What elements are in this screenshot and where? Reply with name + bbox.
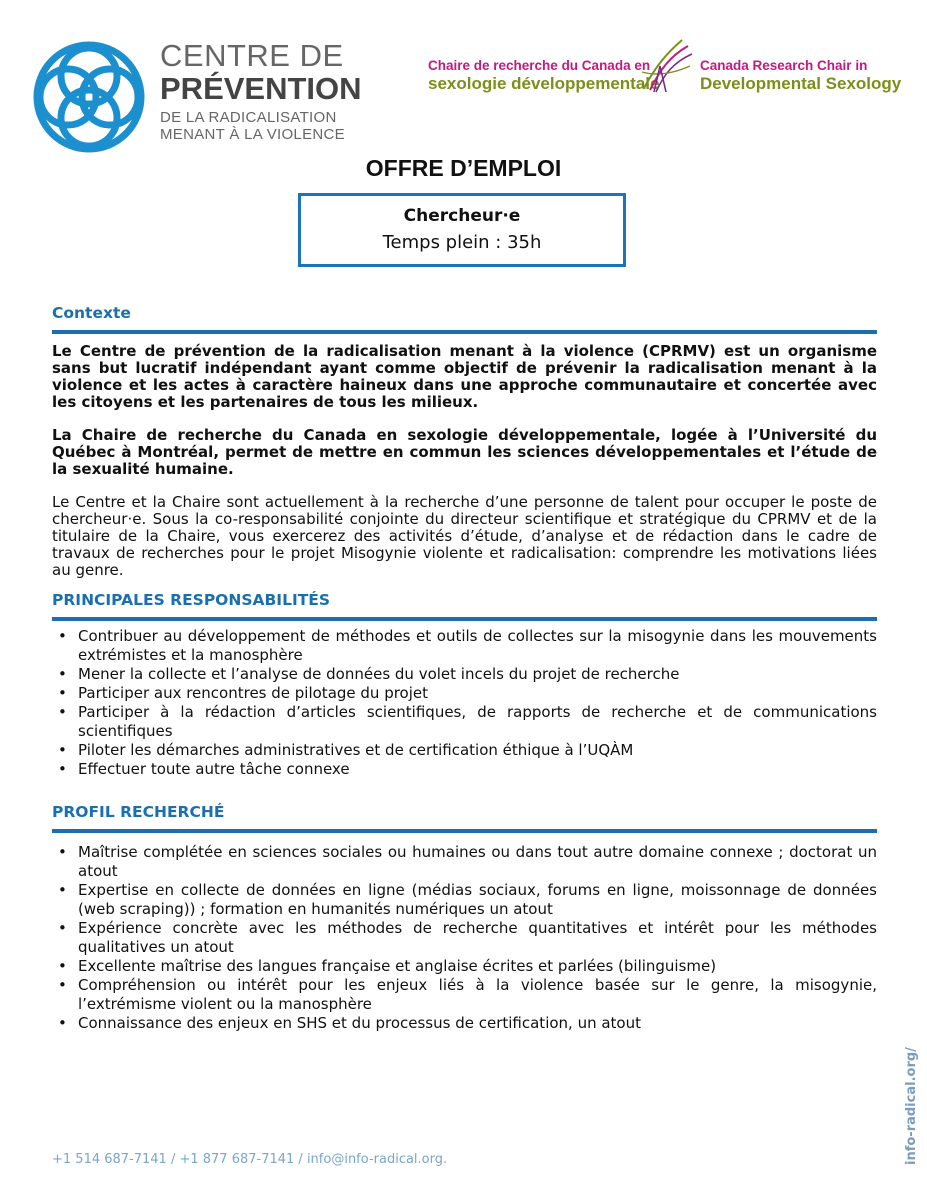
- list-item: • Participer aux rencontres de pilotage du projet: [52, 684, 877, 703]
- chair-wordmark-en: [700, 58, 901, 93]
- cprmv-wordmark: [160, 40, 362, 142]
- list-item: • Connaissance des enjeux en SHS et du processus de certification, un atout: [52, 1014, 877, 1033]
- profile-list: [52, 843, 877, 1033]
- list-item: • Expertise en collecte de données en ligne (médias sociaux, forums en ligne, moissonnage de données (web scraping)) ; formation en humanités numériques un atout: [52, 881, 877, 919]
- cprmv-line2: PRÉVENTION: [160, 71, 362, 106]
- list-item: • Participer à la rédaction d’articles scientifiques, de rapports de recherche et de communications scientifiques: [52, 703, 877, 741]
- context-paragraph-2: La Chaire de recherche du Canada en sexologie développementale, logée à l’Université du Québec à Montréal, permet de mettre en commun les sciences développementales et l’étude de la sexualité humaine.: [52, 426, 877, 478]
- responsibilities-list: [52, 627, 877, 779]
- cprmv-line3: DE LA RADICALISATION: [160, 109, 337, 126]
- chair-fr-line2: sexologie développementale: [428, 73, 660, 93]
- profile-divider: [52, 829, 877, 833]
- list-item: • Maîtrise complétée en sciences sociales ou humaines ou dans tout autre domaine connexe ; doctorat un atout: [52, 843, 877, 881]
- context-divider: [52, 330, 877, 334]
- responsibilities-heading-label: PRINCIPALES RESPONSABILITÉS: [52, 591, 331, 609]
- context-heading: [52, 304, 877, 322]
- job-time: Temps plein : 35h: [382, 232, 542, 253]
- profile-heading-label: PROFIL RECHERCHÉ: [52, 803, 225, 821]
- responsibilities-divider: [52, 617, 877, 621]
- page-header: [0, 0, 927, 150]
- context-body: [52, 343, 877, 595]
- list-item: • Compréhension ou intérêt pour les enjeux liés à la violence basée sur le genre, la misogynie, l’extrémisme violent ou la manosphère: [52, 976, 877, 1014]
- list-item: • Contribuer au développement de méthodes et outils de collectes sur la misogynie dans les mouvements extrémistes et la manosphère: [52, 627, 877, 665]
- context-heading-label: Contexte: [52, 304, 131, 322]
- job-box: [298, 193, 626, 267]
- chair-fr-line1: Chaire de recherche du Canada en: [428, 58, 651, 73]
- offer-title: OFFRE D’EMPLOI: [365, 155, 562, 181]
- list-item: • Piloter les démarches administratives et de certification éthique à l’UQÀM: [52, 741, 877, 760]
- list-item: • Expérience concrète avec les méthodes de recherche quantitatives et intérêt pour les méthodes qualitatives un atout: [52, 919, 877, 957]
- chair-logo: [636, 36, 696, 96]
- chair-wordmark-fr: [428, 58, 659, 93]
- list-item: • Mener la collecte et l’analyse de données du volet incels du projet de recherche: [52, 665, 877, 684]
- context-paragraph-1: Le Centre de prévention de la radicalisation menant à la violence (CPRMV) est un organisme sans but lucratif indépendant ayant comme objectif de prévenir la radicalisation menant à la violence et les actes à caractère haineux dans une approche communautaire et concertée avec les citoyens et les partenaires de tous les milieux.: [52, 342, 877, 411]
- chair-en-line1: Canada Research Chair in: [700, 58, 868, 73]
- job-title: Chercheur·e: [403, 206, 521, 226]
- chair-en-line2: Developmental Sexology: [700, 73, 902, 93]
- cprmv-line1: CENTRE DE: [160, 38, 344, 73]
- cprmv-logo: [30, 38, 148, 156]
- cprmv-line4: MENANT À LA VIOLENCE: [160, 126, 345, 143]
- profile-heading: [52, 803, 877, 821]
- list-item: • Effectuer toute autre tâche connexe: [52, 760, 877, 779]
- side-url-text: info-radical.org/: [904, 1047, 919, 1165]
- side-url: [880, 1040, 919, 1165]
- responsibilities-heading: [52, 591, 877, 609]
- context-paragraph-3: Le Centre et la Chaire sont actuellement à la recherche d’une personne de talent pour occuper le poste de chercheur·e. Sous la co-responsabilité conjointe du directeur scientifique et stratégique du CPRMV et de la titulaire de la Chaire, vous exercerez des activités d’étude, d’analyse et de rédaction dans le cadre de travaux de recherches pour le projet Misogynie violente et radicalisation: comprendre les motivations liées au genre.: [52, 493, 877, 579]
- list-item: • Excellente maîtrise des langues française et anglaise écrites et parlées (bilinguisme): [52, 957, 877, 976]
- footer-contact: +1 514 687-7141 / +1 877 687-7141 / info@info-radical.org.: [52, 1152, 448, 1167]
